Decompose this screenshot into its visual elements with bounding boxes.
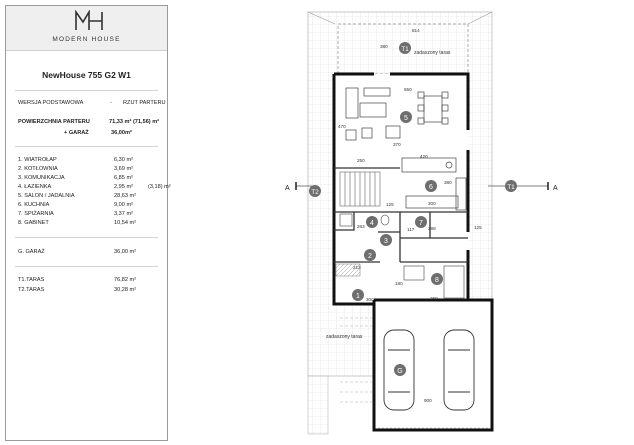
covered-terrace-note-top: zadaszony taras <box>414 50 451 56</box>
view-label: RZUT PARTERU <box>123 100 166 106</box>
dim: 900 <box>424 398 432 403</box>
room-row: 4. ŁAZIENKA 2,95 m² (3,18) m² <box>18 184 171 190</box>
dim: 814 <box>412 28 420 33</box>
version-label: WERSJA PODSTAWOWA <box>18 100 84 106</box>
dim: 180 <box>395 281 403 286</box>
dim: 650 <box>404 87 412 92</box>
marker-label: 2 <box>368 253 372 260</box>
divider <box>15 237 158 238</box>
dim: 370 <box>393 142 401 147</box>
marker-label: T1 <box>401 46 409 53</box>
mh-monogram-logo <box>74 10 104 32</box>
marker-label: 4 <box>370 220 374 227</box>
marker-label: 5 <box>404 115 408 122</box>
divider <box>15 266 158 267</box>
divider <box>15 146 158 147</box>
garage-area-value: 36,00m² <box>111 130 132 136</box>
dim: 250 <box>357 158 365 163</box>
room-row: 3. KOMUNIKACJA 6,85 m² <box>18 175 133 181</box>
dim: 125 <box>474 225 482 230</box>
dim: 380 <box>444 180 452 185</box>
dim: 269 <box>430 296 438 301</box>
dim: 125 <box>386 202 394 207</box>
section-label-right: A <box>553 185 558 192</box>
room-row: 2. KOTŁOWNIA 3,69 m² <box>18 166 133 172</box>
marker-label: 1 <box>356 293 360 300</box>
marker-label: G <box>397 368 403 375</box>
room-row: 5. SALON / JADALNIA 28,63 m² <box>18 193 137 199</box>
garage-row: G. GARAŻ 36,00 m² <box>18 249 137 255</box>
dim: 380 <box>380 44 388 49</box>
marker-label: 8 <box>435 277 439 284</box>
room-row: 8. GABINET 10,54 m² <box>18 220 137 226</box>
marker-label: 6 <box>429 184 433 191</box>
section-label-left: A <box>285 185 290 192</box>
ground-area-label: POWIERZCHNIA PARTERU <box>18 119 90 125</box>
dim: 117 <box>407 227 415 232</box>
divider <box>15 90 158 91</box>
brand-name: MODERN HOUSE <box>52 36 121 43</box>
covered-terrace-note-bottom: zadaszony taras <box>326 334 363 340</box>
dim: 470 <box>338 124 346 129</box>
version-separator: - <box>110 100 112 106</box>
dim: 213 <box>353 265 361 270</box>
dim: 300 <box>428 201 436 206</box>
marker-label: T1 <box>507 184 515 191</box>
dim: 300 <box>366 297 374 302</box>
garage-area-label: + GARAŻ <box>64 130 89 136</box>
marker-label: 3 <box>384 238 388 245</box>
dim: 263 <box>357 224 365 229</box>
room-row: 7. SPIŻARNIA 3,37 m² <box>18 211 133 217</box>
dim: 420 <box>420 154 428 159</box>
info-panel <box>5 5 171 441</box>
dim: 288 <box>428 226 436 231</box>
floor-plan <box>170 0 634 445</box>
project-title: NewHouse 755 G2 W1 <box>42 70 131 80</box>
brand-header <box>6 6 167 51</box>
ground-area-value: 71,33 m² (71,56) m² <box>109 119 160 125</box>
room-row: 1. WIATROŁAP 6,30 m² <box>18 157 133 163</box>
marker-label: T2 <box>311 189 319 196</box>
room-row: 6. KUCHNIA 9,00 m² <box>18 202 133 208</box>
walkway-area <box>308 376 328 434</box>
marker-label: 7 <box>419 220 423 227</box>
terrace-row: T2.TARAS 30,28 m² <box>18 287 137 293</box>
terrace-row: T1.TARAS 76,82 m² <box>18 277 137 283</box>
